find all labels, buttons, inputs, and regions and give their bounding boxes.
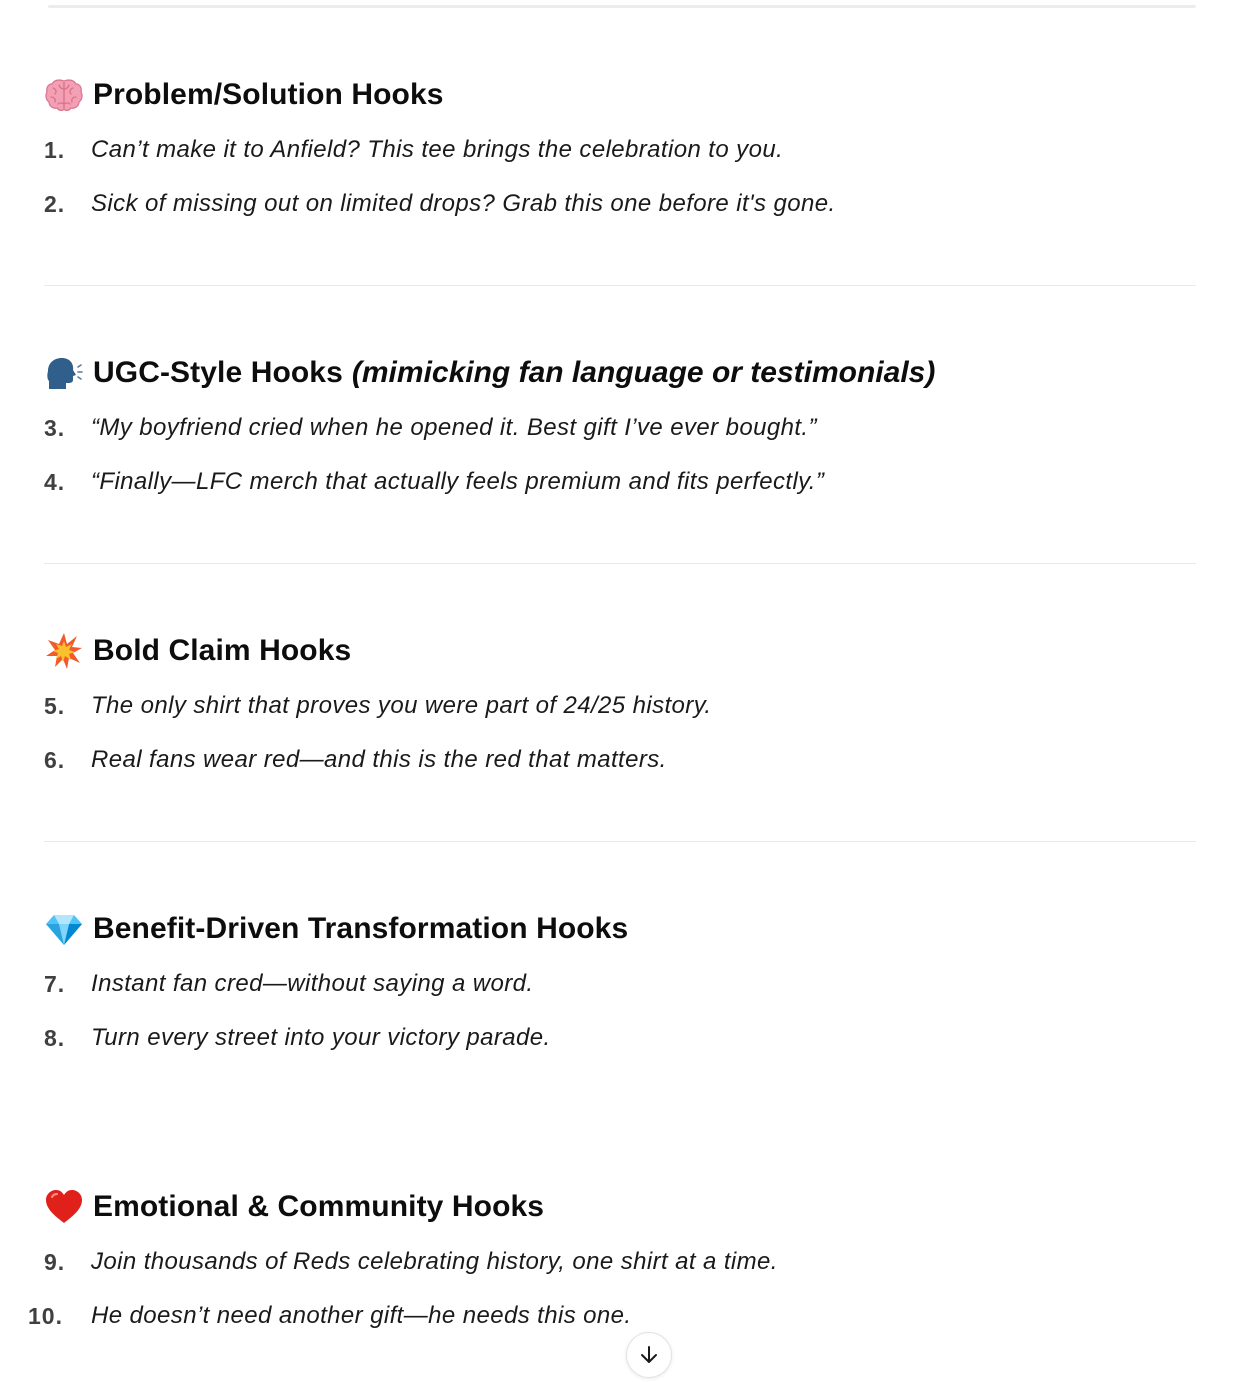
list-number: 3. <box>44 414 66 441</box>
section-title: UGC-Style Hooks <box>93 356 343 389</box>
list-item <box>44 688 711 724</box>
list-text: He doesn’t need another gift—he needs this one. <box>91 1302 632 1329</box>
list-item <box>44 464 824 500</box>
list-text: “Finally—LFC merch that actually feels premium and fits perfectly.” <box>91 468 825 495</box>
list-text: Join thousands of Reds celebrating history, one shirt at a time. <box>91 1248 778 1275</box>
list-item <box>44 966 534 1002</box>
list-number: 7. <box>44 970 66 997</box>
section-heading <box>44 1185 544 1229</box>
list-number: 6. <box>44 746 66 773</box>
section-heading <box>44 351 935 395</box>
section-divider <box>44 563 1196 564</box>
list-item <box>44 410 817 446</box>
section-divider <box>44 841 1196 842</box>
collision-emoji-icon <box>44 631 84 671</box>
list-text: Instant fan cred—without saying a word. <box>91 970 534 997</box>
list-number: 2. <box>44 190 66 217</box>
list-text: The only shirt that proves you were part of 24/25 history. <box>91 692 712 719</box>
list-number: 8. <box>44 1024 66 1051</box>
gem-emoji-icon <box>44 909 84 949</box>
section-subtitle: (mimicking fan language or testimonials) <box>351 356 936 389</box>
list-item <box>28 1298 632 1334</box>
top-divider <box>48 5 1196 8</box>
brain-emoji-icon <box>44 75 84 115</box>
list-number: 10. <box>28 1302 63 1329</box>
section-heading <box>44 907 628 951</box>
list-text: Real fans wear red—and this is the red that matters. <box>91 746 667 773</box>
list-item <box>44 742 667 778</box>
list-number: 1. <box>44 136 66 163</box>
list-number: 9. <box>44 1248 66 1275</box>
list-number: 4. <box>44 468 66 495</box>
section-title: Emotional & Community Hooks <box>93 1190 545 1223</box>
scroll-to-bottom-button[interactable] <box>626 1332 672 1378</box>
section-heading <box>44 629 351 673</box>
list-item <box>44 1244 778 1280</box>
list-item <box>44 132 783 168</box>
section-heading <box>44 73 444 117</box>
list-item <box>44 186 836 222</box>
arrow-down-icon <box>638 1344 660 1366</box>
section-divider <box>44 285 1196 286</box>
list-item <box>44 1020 551 1056</box>
list-text: Turn every street into your victory parade. <box>91 1024 551 1051</box>
section-title: Problem/Solution Hooks <box>93 78 444 111</box>
list-text: Can’t make it to Anfield? This tee brings the celebration to you. <box>91 136 784 163</box>
list-number: 5. <box>44 692 66 719</box>
section-title: Benefit-Driven Transformation Hooks <box>93 912 629 945</box>
speaking-head-emoji-icon <box>44 353 84 393</box>
red-heart-emoji-icon <box>44 1187 84 1227</box>
section-title: Bold Claim Hooks <box>93 634 352 667</box>
list-text: Sick of missing out on limited drops? Grab this one before it's gone. <box>91 190 836 217</box>
list-text: “My boyfriend cried when he opened it. Best gift I’ve ever bought.” <box>91 414 817 441</box>
